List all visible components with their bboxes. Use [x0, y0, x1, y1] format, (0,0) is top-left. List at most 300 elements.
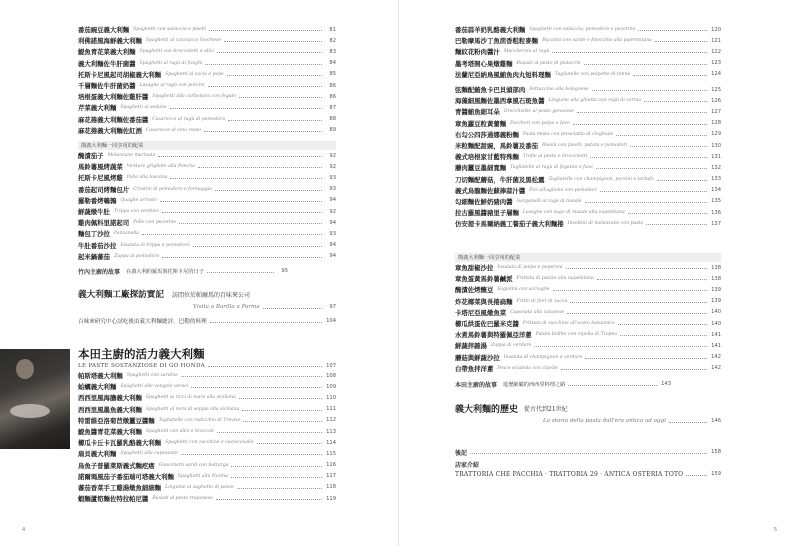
chapter-title: 本田主廚的活力義大利麵	[78, 347, 205, 361]
toc-entry	[78, 58, 336, 69]
dot-leader	[158, 156, 322, 157]
dot-leader	[162, 212, 322, 213]
dish-name: 蘑菇與鮮蔬沙拉	[455, 353, 500, 362]
dot-leader	[596, 168, 707, 169]
dot-leader	[160, 201, 322, 202]
dish-italian-name: Melanzane marinate	[107, 153, 156, 159]
dot-leader	[227, 75, 322, 76]
dish-italian-name: Paccheri con polpo e fave	[510, 120, 570, 126]
dish-italian-name: Maccheroni al ragù	[503, 49, 550, 55]
dot-leader	[655, 41, 707, 42]
toc-entry	[78, 35, 336, 46]
dot-leader	[257, 443, 322, 444]
chapter-honda	[78, 346, 336, 370]
chapter-italian: LE PASTE SOSTANZIOSE DI GO HONDA	[78, 362, 206, 369]
dish-name: 培根蛋義大利麵佐雞肝醬	[78, 93, 149, 102]
dish-name: 勾細麵佐鮮奶豬肉醬	[455, 197, 513, 206]
dish-name: 蝦麵蘆筍麵佐特拉帕尼醬	[78, 495, 149, 504]
dish-italian-name: Insalata di trippa e pomodoro	[120, 242, 190, 248]
shops-label: 店家介紹	[455, 461, 480, 469]
dish-italian-name: Fettuccine alla bolognese	[529, 87, 589, 93]
page-ref: 110	[326, 394, 336, 401]
dish-italian-name: Zuppa al pomodoro	[113, 253, 160, 259]
story-label: 竹內主廚的故事	[78, 268, 121, 276]
page-ref: 93	[329, 174, 336, 181]
page-ref: 122	[711, 48, 721, 55]
dot-leader	[584, 64, 707, 65]
dot-leader	[216, 499, 322, 500]
dish-name: 醃漬茄子	[78, 152, 104, 161]
dish-name: 羅勒番烤鵪鶉	[78, 196, 117, 205]
dish-name: 醃漬佐烤醃豆	[455, 286, 494, 295]
dish-name: 章魚蛋黃馬鈴薯鹹派	[455, 275, 513, 284]
dot-leader	[170, 178, 322, 179]
dish-italian-name: Caponata alla catanese	[510, 309, 565, 315]
toc-entry	[78, 370, 336, 381]
dish-italian-name: Spaghetti al sedano	[120, 105, 167, 111]
toc-entry	[78, 392, 336, 403]
page-ref: 140	[711, 309, 721, 316]
toc-entry	[455, 296, 721, 307]
toc-entry	[455, 196, 721, 207]
page-ref: 136	[711, 209, 721, 216]
dish-italian-name: Crostini di pomodoro e formaggio	[133, 186, 213, 192]
dish-italian-name: Pici all'aglione con pomodori	[529, 187, 597, 193]
dish-name: 蛤蠣義大利麵	[78, 383, 117, 392]
page-ref: 141	[711, 331, 721, 338]
toc-entry	[78, 471, 336, 482]
dish-name: 番茄起司烤麵包片	[78, 185, 130, 194]
page-ref: 84	[329, 60, 336, 67]
factory-subtitle: 訪問位於帕爾馬的百味來公司	[171, 291, 250, 299]
factory-title: 義大利麵工廠探訪實記	[78, 290, 164, 300]
dish-italian-name: Tagliatelle al ragù di fegatini e fave	[510, 165, 593, 171]
story-desc: 遊歷細膩的西西里料理之路	[503, 381, 566, 388]
dish-italian-name: Spaghetti al cacio e pepe	[165, 71, 224, 77]
dot-leader	[534, 346, 707, 347]
toc-entry	[78, 114, 336, 125]
toc-entry	[455, 352, 721, 363]
dish-name: 鮮蔬燉牛肚	[78, 208, 110, 217]
page-ref: 86	[329, 93, 336, 100]
page-ref: 95	[281, 268, 288, 274]
dot-leader	[228, 120, 322, 121]
dot-leader	[162, 257, 322, 258]
toc-entry	[455, 58, 721, 69]
dish-name: 起米鍋蕃茄	[78, 252, 110, 261]
dish-italian-name: Bucatini con sarde e finocchio alla palermitana	[542, 38, 652, 44]
dot-leader	[600, 191, 707, 192]
dish-italian-name: Spaghetti con salsiccia, pomodoro e pecorino	[529, 27, 636, 33]
dish-italian-name: Pollo alla toscana	[126, 175, 168, 181]
dish-name: 蘑肉蠶豆墨細寬麵	[455, 164, 507, 173]
toc-history	[455, 401, 721, 427]
dish-italian-name: Spaghetti al cacciucco livornese	[145, 38, 222, 44]
page-ref: 119	[326, 495, 336, 502]
page-ref: 131	[711, 153, 721, 160]
dish-name: 利佛諾風海鮮義大利麵	[78, 37, 142, 46]
dish-italian-name: Casarecce al ragù di pomodoro	[152, 116, 226, 122]
toc-entry	[78, 102, 336, 113]
page-ref: 127	[711, 108, 721, 115]
dish-name: 鮮蔬拌雜湯	[455, 342, 487, 351]
dish-name: 拉古羅風醬豬里子層麵	[455, 209, 519, 218]
dish-name: 義大利麵佐牛肝菌醬	[78, 59, 136, 68]
dish-name: 番茄豌豆義大利麵	[78, 26, 130, 35]
dot-leader	[633, 75, 707, 76]
toc-entry	[78, 69, 336, 80]
dish-name: 牛肚番茄沙拉	[78, 241, 117, 250]
toc-chef-story-1	[78, 265, 288, 277]
dish-name: 義式培根家甘藍特殊麵	[455, 153, 519, 162]
dish-italian-name: Linguine al sughetto di pesce	[165, 484, 234, 490]
dish-name: 諾爾瑪風茄子番茄瑞可塔義大利麵	[78, 472, 174, 481]
toc-entry	[78, 125, 336, 136]
dish-italian-name: Pollo con pecorino	[133, 220, 177, 226]
story-label: 本田主廚的故事	[455, 381, 498, 389]
page-ref: 115	[326, 450, 336, 457]
page-ref: 114	[326, 439, 336, 446]
dish-italian-name: Trofie al pesto e broccoletti	[522, 154, 588, 160]
page-ref: 159	[711, 471, 721, 477]
dot-leader	[570, 302, 707, 303]
toc-entry	[78, 217, 336, 228]
page-ref: 109	[326, 383, 336, 390]
toc-entry	[78, 24, 336, 35]
dish-italian-name: Spaghetti con alici e broccoli	[145, 429, 214, 435]
toc-entry	[78, 240, 336, 251]
toc-entry	[455, 84, 721, 95]
dish-name: 刀切麵配蘑菇，牛肝菌及黑松露	[455, 175, 545, 184]
dish-name: 卡塔尼亞風燉魚菜	[455, 308, 507, 317]
dot-leader	[208, 86, 322, 87]
dish-italian-name: Risoni con piselli, patate e pomodori	[542, 143, 628, 149]
page-ref: 142	[711, 354, 721, 361]
page-ref: 92	[329, 208, 336, 215]
page-ref: 135	[711, 198, 721, 205]
dish-name: 西西里風墨魚義大利麵	[78, 405, 142, 414]
dish-italian-name: Spaghetti con salsiccia e piselli	[133, 27, 207, 33]
toc-entry	[78, 482, 336, 493]
dot-leader	[638, 30, 707, 31]
dot-leader	[170, 108, 322, 109]
dot-leader	[620, 335, 707, 336]
page-ref: 113	[326, 428, 336, 435]
toc-entry	[455, 218, 721, 229]
dot-leader	[217, 432, 322, 433]
dot-leader	[597, 279, 707, 280]
story-desc: 在義大利的羅馬與托斯卡尼的日子	[126, 268, 204, 275]
dish-name: 番茄蒜羊奶乳酪義大利麵	[455, 26, 526, 35]
toc-entry	[78, 426, 336, 437]
page-ref: 111	[326, 406, 336, 413]
afterword-label: 後記	[455, 449, 468, 457]
dish-name: 鯷魚醬青花菜義大利麵	[78, 428, 142, 437]
toc-entry	[455, 340, 721, 351]
dish-italian-name: Lasagne al ragù con porcini	[139, 83, 205, 89]
factory-italian: Visita a Barilla a Parma	[193, 304, 260, 310]
toc-block-right-3	[455, 262, 721, 374]
toc-entry	[78, 251, 336, 262]
toc-entry	[78, 172, 336, 183]
dish-italian-name: Tagliatelle con polpette di tonno	[554, 71, 631, 77]
dish-italian-name: Insalata di champignon e verdure	[503, 354, 583, 360]
page-ref: 133	[711, 176, 721, 183]
dot-leader	[573, 124, 707, 125]
dish-italian-name: Involtini di melanzane con pasta	[567, 221, 644, 227]
page-ref: 128	[711, 120, 721, 127]
dot-leader	[630, 146, 707, 147]
toc-entry	[455, 207, 721, 218]
dish-name: 蕃茄香菜手工雞湯燉魚細細麵	[78, 483, 162, 492]
page-ref: 92	[329, 163, 336, 170]
page-ref: 142	[711, 365, 721, 372]
dish-italian-name: Patate bollite con cipolla di Tropea	[535, 332, 617, 338]
page-ref: 97	[329, 304, 336, 310]
dot-leader	[191, 387, 322, 388]
dish-name: 墨考塔開心果燉雞麵	[455, 59, 513, 68]
page-number: 5	[773, 527, 777, 533]
dot-leader	[217, 52, 322, 53]
dish-italian-name: Verdure grigliate alla Poncha	[126, 164, 195, 170]
toc-entry	[78, 206, 336, 217]
page-ref: 87	[329, 104, 336, 111]
dot-leader	[142, 234, 322, 235]
dish-name: 白帶魚拌洋蔥	[455, 364, 494, 373]
page-ref: 112	[326, 417, 336, 424]
toc-entry	[78, 448, 336, 459]
section-bar: 簡義大利麵一同享用的配菜	[78, 141, 336, 150]
dot-leader	[242, 410, 322, 411]
dot-leader	[585, 202, 707, 203]
toc-block-sides	[78, 150, 336, 262]
dot-leader	[657, 180, 707, 181]
factory-line: 百味來研究中心試吃後由義大利麵總評，巴勒的料理	[78, 319, 207, 325]
page-ref: 94	[329, 197, 336, 204]
dot-leader	[209, 30, 322, 31]
dish-name: 馬鈴薯風烤蔬菜	[78, 163, 123, 172]
dish-italian-name: Spaghetti con zucchine e caciocavallo	[165, 440, 254, 446]
toc-block-right-2	[455, 84, 721, 229]
toc-entry	[455, 46, 721, 57]
dot-leader	[577, 112, 707, 113]
section-bar: 簡義大利麵一同享用的配菜	[455, 253, 721, 262]
dish-name: 章魚蘿豆粒黃蕾麵	[455, 119, 507, 128]
left-page	[0, 0, 399, 546]
toc-block-honda	[78, 370, 336, 504]
dish-name: 右勾公四莎通娜義粉麵	[455, 130, 519, 139]
toc-entry	[455, 118, 721, 129]
toc-entry	[78, 150, 336, 161]
dish-name: 扇貝義大利麵	[78, 450, 117, 459]
dot-leader	[646, 224, 707, 225]
dish-name: 法蘭尼亞納鳥風鮪魚肉丸短料理麵	[455, 70, 551, 79]
toc-entry	[455, 273, 721, 284]
dish-name: 巴勒摩馬沙丁魚茴香粗粒麥麵	[455, 37, 539, 46]
dot-leader	[561, 369, 707, 370]
dot-leader	[204, 131, 322, 132]
dish-name: 米粒麵配甜豌，馬鈴薯及番茄	[455, 142, 539, 151]
toc-entry	[78, 460, 336, 471]
dish-name: 特雷維亞洛菊苣燉蠶豆醬麵	[78, 416, 155, 425]
dish-italian-name: Spaghetti alla Norma	[177, 473, 228, 479]
toc-entry	[455, 162, 721, 173]
dish-name: 麻花捲義大利麵佐紅酒	[78, 126, 142, 135]
page-ref: 108	[326, 372, 336, 379]
chef-photo	[0, 349, 70, 449]
dish-name: 鯷魚青花菜義大利麵	[78, 48, 136, 57]
dish-italian-name: Orecchiette al pesto genovese	[503, 109, 575, 115]
dish-name: 烏魚子普羅萊斯義式麵疙瘩	[78, 461, 155, 470]
page-number: 4	[22, 527, 26, 533]
page-ref: 138	[711, 264, 721, 271]
dot-leader	[592, 90, 707, 91]
toc-entry	[78, 46, 336, 57]
toc-factory	[78, 287, 336, 327]
toc-entry	[455, 35, 721, 46]
toc-entry	[455, 151, 721, 162]
dot-leader	[585, 358, 707, 359]
dish-italian-name: Spaghetti con broccoletti e alici	[139, 49, 214, 55]
toc-entry	[455, 185, 721, 196]
dish-italian-name: Garganelli al ragù di maiale	[516, 198, 582, 204]
page-ref: 94	[329, 253, 336, 260]
dish-name: 櫛瓜卡丘卡瓦羅乳酪義大利麵	[78, 439, 162, 448]
page-ref: 107	[326, 362, 336, 369]
page-ref: 88	[329, 116, 336, 123]
toc-entry	[78, 195, 336, 206]
dish-italian-name: Frittata di patate alla napoletana	[516, 276, 594, 282]
dish-italian-name: Casarecce al vino rosso	[145, 127, 201, 133]
page-ref: 94	[329, 242, 336, 249]
dish-name: 麻花捲義大利麵佐番茄醬	[78, 115, 149, 124]
toc-afterword	[455, 446, 721, 458]
history-italian: La storia della pasta dall'era antica ad oggi	[543, 418, 666, 424]
page-ref: 120	[711, 26, 721, 33]
toc-entry	[455, 95, 721, 106]
page-ref: 138	[711, 275, 721, 282]
dot-leader	[193, 246, 322, 247]
page-ref: 132	[711, 164, 721, 171]
toc-entry	[455, 24, 721, 35]
toc-entry	[455, 363, 721, 374]
dish-italian-name: Quaglie arrosto	[120, 197, 157, 203]
dot-leader	[239, 97, 322, 98]
page-ref: 141	[711, 342, 721, 349]
page-ref: 143	[661, 381, 671, 387]
toc-entry	[78, 493, 336, 504]
toc-entry	[455, 106, 721, 117]
page-ref: 123	[711, 60, 721, 67]
toc-entry	[78, 228, 336, 239]
dot-leader	[181, 376, 322, 377]
toc-entry	[78, 415, 336, 426]
toc-entry	[455, 262, 721, 273]
dot-leader	[618, 324, 707, 325]
page-ref: 89	[329, 127, 336, 134]
toc-entry	[455, 318, 721, 329]
dish-italian-name: Panzanella	[113, 231, 140, 237]
dish-italian-name: Pesce sciabola con cipolle	[497, 365, 558, 371]
dish-italian-name: Pasta mista con prosciutto di cinghiale	[522, 131, 614, 137]
page-ref: 82	[329, 37, 336, 44]
dish-name: 麵紋花粉肉醬汁	[455, 48, 500, 57]
toc-entry	[78, 80, 336, 91]
toc-block-right-1	[455, 24, 721, 80]
dot-leader	[644, 101, 707, 102]
dish-name: 千層麵佐牛肝菌奶醬	[78, 82, 136, 91]
page-ref: 125	[711, 86, 721, 93]
history-title: 義大利麵的歷史	[455, 404, 519, 415]
toc-entry	[455, 329, 721, 340]
toc-entry	[455, 140, 721, 151]
dot-leader	[616, 135, 707, 136]
dish-name: 章魚甜椒沙拉	[455, 264, 494, 273]
page-ref: 139	[711, 298, 721, 305]
page-ref: 93	[329, 186, 336, 193]
dish-name: 麵包丁沙拉	[78, 230, 110, 239]
dot-leader	[553, 290, 707, 291]
dish-name: 青醬鮪魚細耳朵	[455, 108, 500, 117]
dish-name: 櫛瓜烘蛋佐巴羅米克醬	[455, 320, 519, 329]
dish-italian-name: Busiati al pesto di pistacchi	[516, 60, 581, 66]
dish-name: 海藻細風麵佐墨西拿風石斑魚醬	[455, 97, 545, 106]
toc-entry	[455, 307, 721, 318]
dish-italian-name: Spaghetti alla carbonara con fegato	[152, 94, 237, 100]
dot-leader	[239, 398, 322, 399]
page-ref: 85	[329, 71, 336, 78]
dish-italian-name: Spaghetti al ragù di funghi	[139, 60, 203, 66]
page-ref: 104	[326, 318, 336, 324]
toc-entry	[455, 129, 721, 140]
page-ref: 93	[329, 230, 336, 237]
toc-chef-story-2	[455, 378, 671, 390]
toc-entry	[455, 284, 721, 295]
dish-italian-name: Linguine alla ghiotta con ragù di cernia	[548, 98, 641, 104]
toc-entry	[78, 184, 336, 195]
right-page	[400, 0, 799, 546]
history-subtitle: 從古代到21世紀	[524, 405, 568, 413]
dish-name: 水煮馬鈴薯與特羅佩亞洋蔥	[455, 331, 532, 340]
dish-italian-name: Tagliatelle con radicchio di Treviso	[158, 417, 241, 423]
dot-leader	[231, 466, 322, 467]
page-ref: 81	[329, 26, 336, 33]
dish-name: 托斯卡尼風起司胡椒義大利麵	[78, 70, 162, 79]
toc-entry	[455, 69, 721, 80]
dot-leader	[205, 64, 322, 65]
dot-leader	[590, 157, 707, 158]
toc-entry	[78, 91, 336, 102]
dish-italian-name: Busiati al pesto trapanese	[152, 496, 213, 502]
dot-leader	[181, 454, 322, 455]
dish-italian-name: Gnocchetti sardi con bottarga	[158, 462, 229, 468]
dish-italian-name: Zuppa di verdure	[490, 343, 532, 349]
dish-name: 炸花椰菜與長捲扁麵	[455, 297, 513, 306]
dish-name: 托斯卡尼風烤雞	[78, 174, 123, 183]
page-ref: 124	[711, 71, 721, 78]
page-ref: 118	[326, 484, 336, 491]
page-ref: 116	[326, 462, 336, 469]
page-ref: 139	[711, 286, 721, 293]
dish-italian-name: Fagiolini con acciughe	[497, 287, 550, 293]
dish-italian-name: Spaghetti ai ricci di mare alla siciliana	[145, 395, 236, 401]
page-ref: 146	[711, 418, 721, 424]
page-ref: 117	[326, 473, 336, 480]
dot-leader	[179, 223, 322, 224]
page-ref: 92	[329, 152, 336, 159]
page-ref: 158	[711, 449, 721, 455]
dish-italian-name: Spaghetti alle vongole veraci	[120, 384, 189, 390]
